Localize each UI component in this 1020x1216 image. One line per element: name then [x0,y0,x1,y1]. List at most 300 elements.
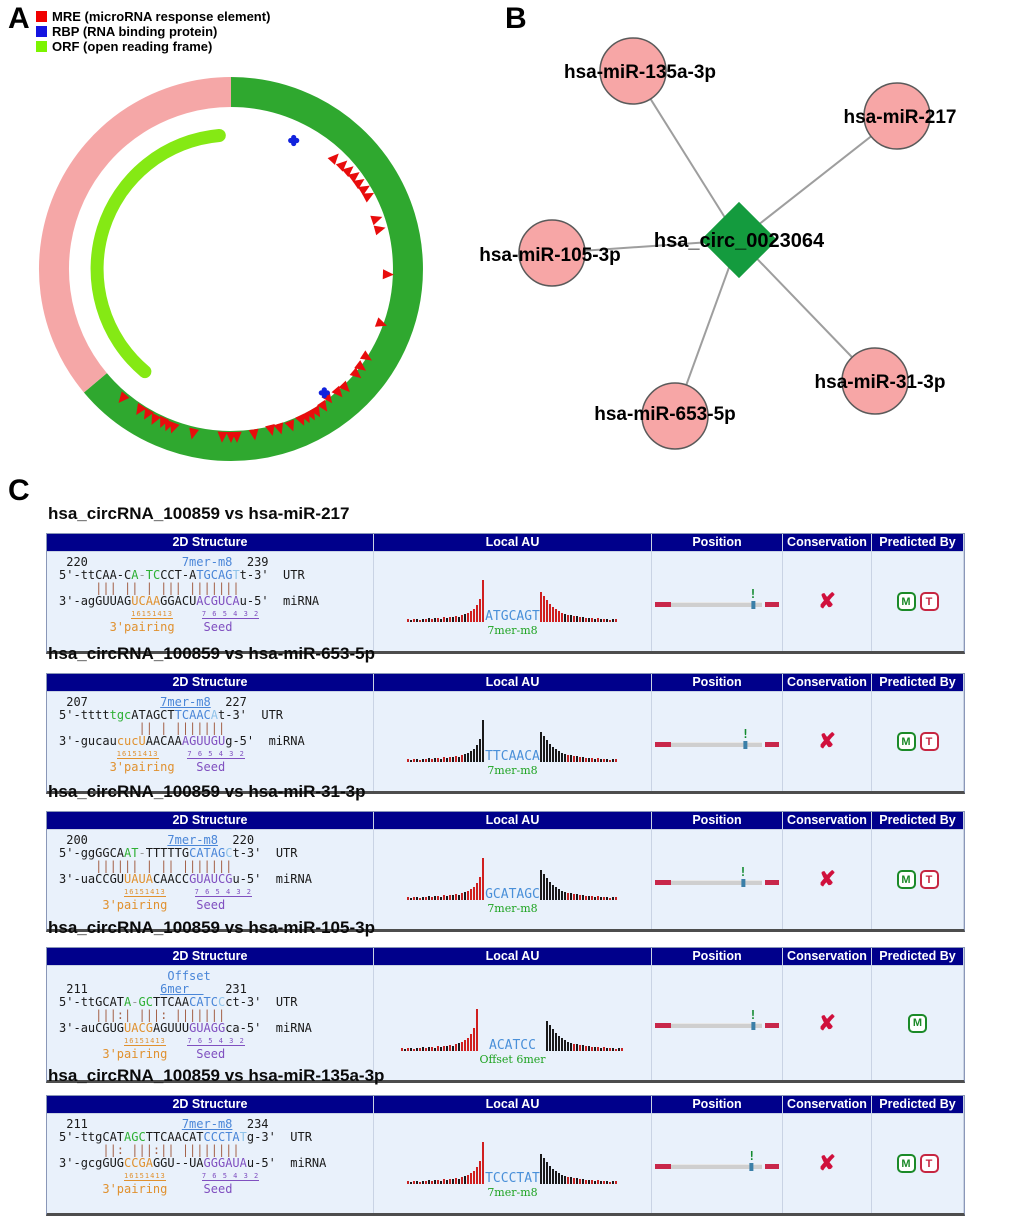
sequence-segment: -5' [239,872,276,886]
sequence-segment: gcgGUG [80,1156,125,1170]
structure-line [59,1183,373,1196]
panel-binding-predictions [0,474,1020,1198]
sequence-segment: 16151413 [124,888,166,896]
position-exclamation: ! [739,864,747,879]
prediction-table [46,673,965,794]
au-site-type: 7mer-m8 [487,1186,538,1199]
not-conserved-x: ✘ [818,1011,836,1035]
au-site-type: 7mer-m8 [487,902,538,915]
sequence-segment: 3'- [59,1021,81,1035]
mre-triangle [328,150,343,165]
local-au-cell [374,966,651,1080]
sequence-segment: Seed [203,620,233,634]
mirna-node-label: hsa-miR-217 [843,107,957,128]
orf-arc [97,136,219,372]
sequence-segment: 7 6 5 4 3 2 [187,750,245,758]
circrna-circle-plot [0,0,460,474]
conservation-cell [783,966,871,1080]
sequence-segment [59,859,95,873]
structure-line [59,621,373,634]
position-track [655,1164,779,1169]
mirna-node-label: hsa-miR-31-3p [814,372,946,393]
mre-triangle [374,223,387,236]
comparison-title: hsa_circRNA_100859 vs hsa-miR-135a-3p [48,1066,385,1085]
sequence-segment: 207 [59,695,88,709]
sequence-segment: CCGA [124,1156,153,1170]
column-header: Position [652,1096,782,1113]
targetscan-icon: T [920,1154,939,1173]
sequence-segment: ACGUCA [196,594,240,608]
comparison-title: hsa_circRNA_100859 vs hsa-miR-105-3p [48,918,375,937]
sequence-segment: t [218,708,226,722]
sequence-segment: CATC [189,995,218,1009]
au-bars-right [540,1154,618,1184]
column-header: Local AU [374,674,651,691]
panel-a-label: A [8,2,30,35]
sequence-segment: tgc [109,708,132,722]
mre-triangle [383,269,394,279]
sequence-segment [59,620,110,634]
column-header: Conservation [783,948,871,965]
sequence-segment [88,1117,182,1131]
position-cap-left [655,880,671,885]
sequence-segment [88,695,160,709]
structure-line [59,899,373,912]
position-cap-left [655,1164,671,1169]
sequence-segment: 16151413 [124,1172,166,1180]
au-site-type: 7mer-m8 [487,624,538,637]
sequence-segment: AGUUGU [181,734,226,748]
au-site-seq: ATGCAGT [485,609,540,624]
sequence-segment: Seed [203,1182,233,1196]
sequence-segment: Seed [196,760,226,774]
position-bar [655,726,779,753]
column-header: Position [652,674,782,691]
sequence-segment: 211 [59,1117,88,1131]
sequence-segment: C [225,846,233,860]
position-marker [739,864,747,887]
sequence-segment: TTCAA [152,995,190,1009]
sequence-segment: UTR [290,1130,312,1144]
structure-cell [47,830,373,929]
miranda-icon: M [908,1014,927,1033]
sequence-segment: -5' [246,594,284,608]
sequence-segment [59,721,138,735]
column-header: Local AU [374,948,651,965]
sequence-segment: cucU [116,734,146,748]
position-track [655,742,779,747]
sequence-segment: - [138,846,146,860]
sequence-segment [211,695,225,709]
sequence-segment: Seed [196,1047,226,1061]
network-graph [460,0,1020,474]
sequence-segment: GC [138,995,153,1009]
sequence-segment [88,555,182,569]
targetscan-icon: T [920,592,939,611]
au-site-type: 7mer-m8 [487,764,538,777]
sequence-segment [218,833,232,847]
sequence-segment: 5'- [59,1130,81,1144]
position-track [655,1023,779,1028]
comparison-block [46,504,976,654]
column-header: Local AU [374,812,651,829]
panel-c-label: C [8,474,30,507]
sequence-segment: - [131,995,139,1009]
sequence-segment: TCAAC [174,708,211,722]
sequence-segment: miRNA [283,594,320,608]
sequence-segment: CCCTA [203,1130,240,1144]
structure-cell [47,966,373,1080]
sequence-segment: 220 [232,833,255,847]
sequence-segment: A [210,708,218,722]
sequence-segment: 227 [225,695,247,709]
miranda-icon: M [897,592,916,611]
sequence-segment: 200 [59,833,88,847]
sequence-segment [232,555,246,569]
sequence-segment: TTTTTG [145,846,190,860]
comparison-title: hsa_circRNA_100859 vs hsa-miR-31-3p [48,782,366,801]
sequence-segment: 211 [59,982,88,996]
sequence-segment [59,1182,102,1196]
comparison-block [46,644,976,794]
sequence-segment: miRNA [275,1021,312,1035]
conservation-cell [783,692,871,791]
position-cell [652,552,782,651]
sequence-segment: GUAGG [189,1021,226,1035]
sequence-segment: A [124,995,132,1009]
position-cap-right [765,602,779,607]
sequence-segment [173,607,202,621]
position-cell [652,692,782,791]
sequence-segment: UTR [261,708,284,722]
sequence-segment: 3'- [59,594,81,608]
au-bars-left [407,1142,485,1184]
sequence-segment: GGU--UA [152,1156,204,1170]
predicted-by-cell [872,1114,963,1213]
prediction-table [46,811,965,932]
sequence-segment: 5'- [59,995,81,1009]
position-exclamation: ! [748,1148,756,1163]
sequence-segment: TC [145,568,161,582]
sequence-segment [88,833,167,847]
au-bars-left [407,858,485,900]
sequence-segment: -5' [254,1156,291,1170]
sequence-segment: UTR [275,846,298,860]
position-bar [655,864,779,891]
comparison-title: hsa_circRNA_100859 vs hsa-miR-217 [48,504,350,523]
sequence-segment: -3' [239,995,276,1009]
sequence-segment: 7 6 5 4 3 2 [194,888,253,896]
position-tick [741,879,745,887]
sequence-segment: AGC [124,1130,146,1144]
structure-line [59,761,373,774]
sequence-segment: auCGUG [80,1021,125,1035]
panel-mirna-network [460,0,1020,474]
conservation-cell [783,830,871,929]
sequence-segment: ||: |||:|| |||||||| [102,1143,240,1157]
au-site-seq: GCATAGC [485,887,540,902]
not-conserved-x: ✘ [818,590,836,613]
sequence-segment: uaCCGU [80,872,125,886]
au-site-seq: ACATCC [489,1038,536,1053]
legend-label: RBP (RNA binding protein) [52,24,218,39]
sequence-segment: CAACC [152,872,190,886]
column-header: Position [652,534,782,551]
column-header: Predicted By [872,1096,963,1113]
predicted-by-cell [872,552,963,651]
position-marker [741,726,750,749]
sequence-segment: miRNA [290,1156,327,1170]
sequence-segment: t [232,846,240,860]
sequence-segment: A [131,568,139,582]
sequence-segment: 234 [246,1117,269,1131]
sequence-segment: UAUA [124,872,153,886]
au-bars-right [546,1021,624,1051]
sequence-segment: agGUUAG [80,594,132,608]
au-site-seq: TCCCTAT [485,1171,540,1186]
column-header: Predicted By [872,948,963,965]
column-header: Local AU [374,1096,651,1113]
position-exclamation: ! [741,726,750,741]
column-header: Predicted By [872,534,963,551]
sequence-segment [159,747,188,761]
miranda-icon: M [897,1154,916,1173]
sequence-segment: 7mer-m8 [181,1117,233,1131]
position-tick [750,1163,754,1171]
structure-cell [47,1114,373,1213]
targetscan-icon: T [920,732,939,751]
exon-arc-green [95,92,408,446]
sequence-segment: g [225,734,233,748]
predicted-by-cell [872,692,963,791]
sequence-segment: 7mer-m8 [181,555,233,569]
panel-circrna-map [0,0,460,474]
sequence-segment: - [138,568,146,582]
sequence-segment: ttCAA-C [80,568,132,582]
sequence-segment: t [239,568,247,582]
au-site [485,888,540,915]
sequence-segment [175,760,197,774]
sequence-segment: 3'- [59,1156,81,1170]
sequence-segment: GGGAUA [203,1156,247,1170]
sequence-segment: AT [124,846,139,860]
circrna-node-label: hsa_circ_0023064 [653,230,825,252]
column-header: Conservation [783,534,871,551]
sequence-segment: 7mer-m8 [167,833,218,847]
position-cap-right [765,880,779,885]
sequence-segment: 3'pairing [109,760,175,774]
comparison-block [46,918,976,1083]
mre-triangle [370,212,384,225]
sequence-segment [59,1047,102,1061]
sequence-segment: tttt [80,708,110,722]
sequence-segment [59,1169,124,1183]
sequence-segment: 3'pairing [109,620,175,634]
sequence-segment [59,1008,95,1022]
sequence-segment: Seed [196,898,226,912]
sequence-segment [167,1047,196,1061]
sequence-segment: Offset [167,969,211,983]
mirna-node-label: hsa-miR-105-3p [479,245,621,266]
au-bars-right [540,592,618,622]
sequence-segment: CATAG [189,846,226,860]
sequence-segment [166,885,195,899]
sequence-segment: -5' [232,734,269,748]
position-cell [652,830,782,929]
position-tick [744,741,748,749]
not-conserved-x: ✘ [818,730,836,753]
column-header: 2D Structure [47,948,373,965]
position-bar [655,1008,779,1034]
comparison-block [46,782,976,932]
comparison-block [46,1066,976,1216]
column-header: 2D Structure [47,812,373,829]
legend-label: ORF (open reading frame) [52,39,213,54]
au-bars-right [540,870,618,900]
sequence-segment: || | ||||||| [138,721,226,735]
sequence-segment: UTR [283,568,305,582]
column-header: Conservation [783,812,871,829]
column-header: 2D Structure [47,674,373,691]
not-conserved-x: ✘ [818,1152,836,1175]
sequence-segment [59,885,124,899]
position-cap-right [765,1164,779,1169]
column-header: Conservation [783,674,871,691]
sequence-segment: UTR [275,995,298,1009]
position-marker [749,586,757,609]
sequence-segment [59,607,131,621]
sequence-segment: ct [225,995,240,1009]
sequence-segment: TGCAG [196,568,233,582]
position-tick [751,601,755,609]
prediction-table [46,947,965,1083]
sequence-segment [59,581,95,595]
sequence-segment [59,969,167,983]
position-cell [652,966,782,1080]
sequence-segment: ggGGCA [80,846,125,860]
au-bars-left [407,720,485,762]
sequence-segment [59,898,102,912]
sequence-segment: u [239,594,247,608]
sequence-segment: T [239,1130,247,1144]
sequence-segment: miRNA [275,872,312,886]
column-header: Local AU [374,534,651,551]
sequence-segment: 220 [59,555,88,569]
position-marker [748,1148,756,1171]
sequence-segment [204,982,226,996]
column-header: 2D Structure [47,534,373,551]
sequence-segment: 5'- [59,846,81,860]
position-exclamation: ! [749,586,757,601]
not-conserved-x: ✘ [818,868,836,891]
sequence-segment: 5'- [59,568,81,582]
sequence-segment: -3' [246,568,284,582]
sequence-segment [59,747,117,761]
sequence-segment: 239 [246,555,269,569]
position-track [655,602,779,607]
targetscan-icon: T [920,870,939,889]
column-header: 2D Structure [47,1096,373,1113]
sequence-segment [167,1182,203,1196]
sequence-segment: GGACU [160,594,197,608]
predicted-by-cell [872,830,963,929]
rbp-markers [288,135,330,399]
sequence-segment: |||||| | || ||||||| [95,859,233,873]
position-cap-right [765,1023,779,1028]
sequence-segment: CCT-A [160,568,197,582]
au-site-type: Offset 6mer [479,1053,546,1066]
position-bar [655,586,779,613]
sequence-segment: 3'- [59,872,81,886]
structure-line [59,1048,373,1061]
position-track [655,880,779,885]
sequence-segment: 7 6 5 4 3 2 [201,610,260,618]
position-exclamation: ! [749,1008,757,1022]
rbp-marker [288,135,299,146]
sequence-segment: |||:| |||: ||||||| [95,1008,226,1022]
predicted-by-cell [872,966,963,1080]
sequence-segment: ttGCAT [80,995,125,1009]
au-bars-left [401,1009,479,1051]
sequence-segment: 7mer-m8 [160,695,211,709]
structure-cell [47,552,373,651]
sequence-segment: 3'pairing [102,1047,168,1061]
prediction-table [46,533,965,654]
column-header: Position [652,812,782,829]
sequence-segment: 3'- [59,734,81,748]
sequence-segment: ||| || | ||| ||||||| [95,581,240,595]
sequence-segment: UACG [124,1021,153,1035]
comparison-title: hsa_circRNA_100859 vs hsa-miR-653-5p [48,644,375,663]
position-cap-left [655,1023,671,1028]
conservation-cell [783,552,871,651]
sequence-segment: 3'pairing [102,898,168,912]
au-bars-right [540,732,618,762]
sequence-segment [59,760,110,774]
miranda-icon: M [897,870,916,889]
sequence-segment [167,898,196,912]
au-site [485,610,540,637]
sequence-segment: 16151413 [124,1037,166,1045]
column-header: Position [652,948,782,965]
sequence-segment [166,1169,202,1183]
au-site [485,750,540,777]
sequence-segment: GUAUCG [189,872,233,886]
sequence-segment: u [232,872,240,886]
sequence-segment: T [232,568,240,582]
local-au-cell [374,692,651,791]
position-cap-left [655,602,671,607]
sequence-segment: C [218,995,226,1009]
legend-label: MRE (microRNA response element) [52,9,271,24]
sequence-segment: 3'pairing [102,1182,168,1196]
sequence-segment: 5'- [59,708,81,722]
mirna-node-label: hsa-miR-135a-3p [563,62,717,83]
sequence-segment: g [246,1130,255,1144]
sequence-segment: UCAA [131,594,161,608]
au-bars-left [407,580,485,622]
position-cell [652,1114,782,1213]
miranda-icon: M [897,732,916,751]
sequence-segment: 7 6 5 4 3 2 [187,1037,245,1045]
sequence-segment: AACAA [145,734,182,748]
sequence-segment: 16151413 [116,750,159,758]
sequence-segment: AGUUU [152,1021,190,1035]
column-header: Predicted By [872,812,963,829]
sequence-segment: -3' [254,1130,291,1144]
position-marker [749,1010,756,1030]
sequence-segment: -3' [239,846,276,860]
